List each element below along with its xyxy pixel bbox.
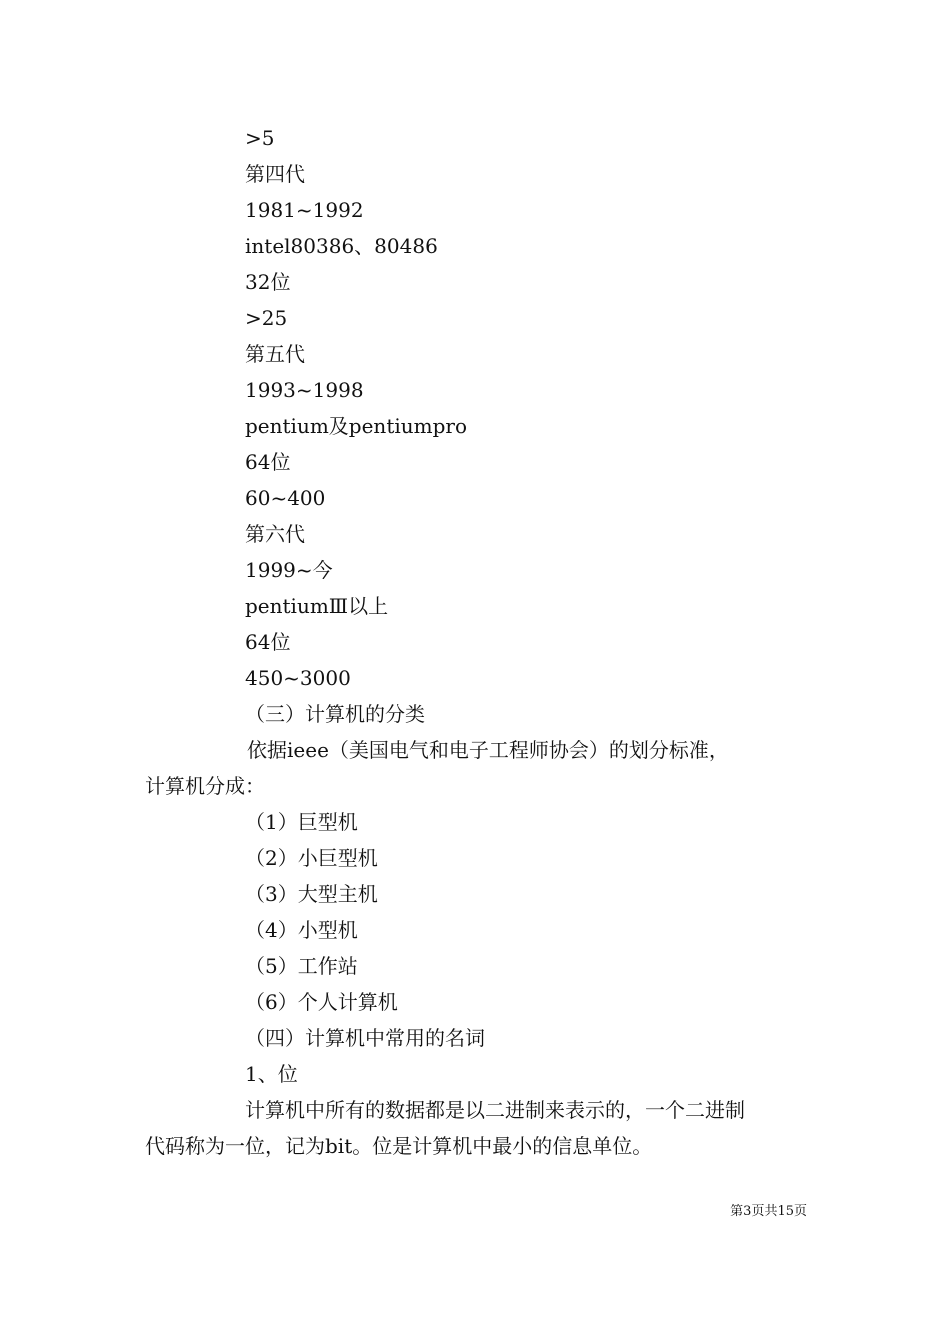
paragraph-line: 依据ieee（美国电气和电子工程师协会）的划分标准， [247, 738, 729, 762]
text-line: 60~400 [245, 486, 326, 510]
paragraph-line: 代码称为一位，记为bit。位是计算机中最小的信息单位。 [145, 1134, 653, 1158]
paragraph-line: 计算机分成： [145, 774, 265, 798]
text-line: pentium及pentiumpro [245, 414, 468, 438]
text-line: intel80386、80486 [245, 234, 438, 258]
list-item: （6）个人计算机 [245, 990, 398, 1014]
text-line: 64位 [245, 630, 291, 654]
text-line: 1993~1998 [245, 378, 364, 402]
text-line: 450~3000 [245, 666, 351, 690]
section-heading: （四）计算机中常用的名词 [245, 1026, 485, 1050]
text-line: >25 [245, 306, 288, 330]
text-line: 第五代 [245, 342, 305, 366]
text-line: 第四代 [245, 162, 305, 186]
list-item: （1）巨型机 [245, 810, 358, 834]
list-item: （5）工作站 [245, 954, 358, 978]
text-line: >5 [245, 126, 275, 150]
list-item: （4）小型机 [245, 918, 358, 942]
text-line: pentiumⅢ以上 [245, 594, 389, 618]
text-line: 1981~1992 [245, 198, 364, 222]
text-line: 64位 [245, 450, 291, 474]
list-item: （2）小巨型机 [245, 846, 378, 870]
subsection-heading: 1、位 [245, 1062, 298, 1086]
paragraph-line: 计算机中所有的数据都是以二进制来表示的，一个二进制 [245, 1098, 745, 1122]
section-heading: （三）计算机的分类 [245, 702, 425, 726]
text-line: 1999~今 [245, 558, 333, 582]
page-number: 第3页共15页 [730, 1204, 807, 1219]
list-item: （3）大型主机 [245, 882, 378, 906]
text-line: 32位 [245, 270, 291, 294]
text-line: 第六代 [245, 522, 305, 546]
